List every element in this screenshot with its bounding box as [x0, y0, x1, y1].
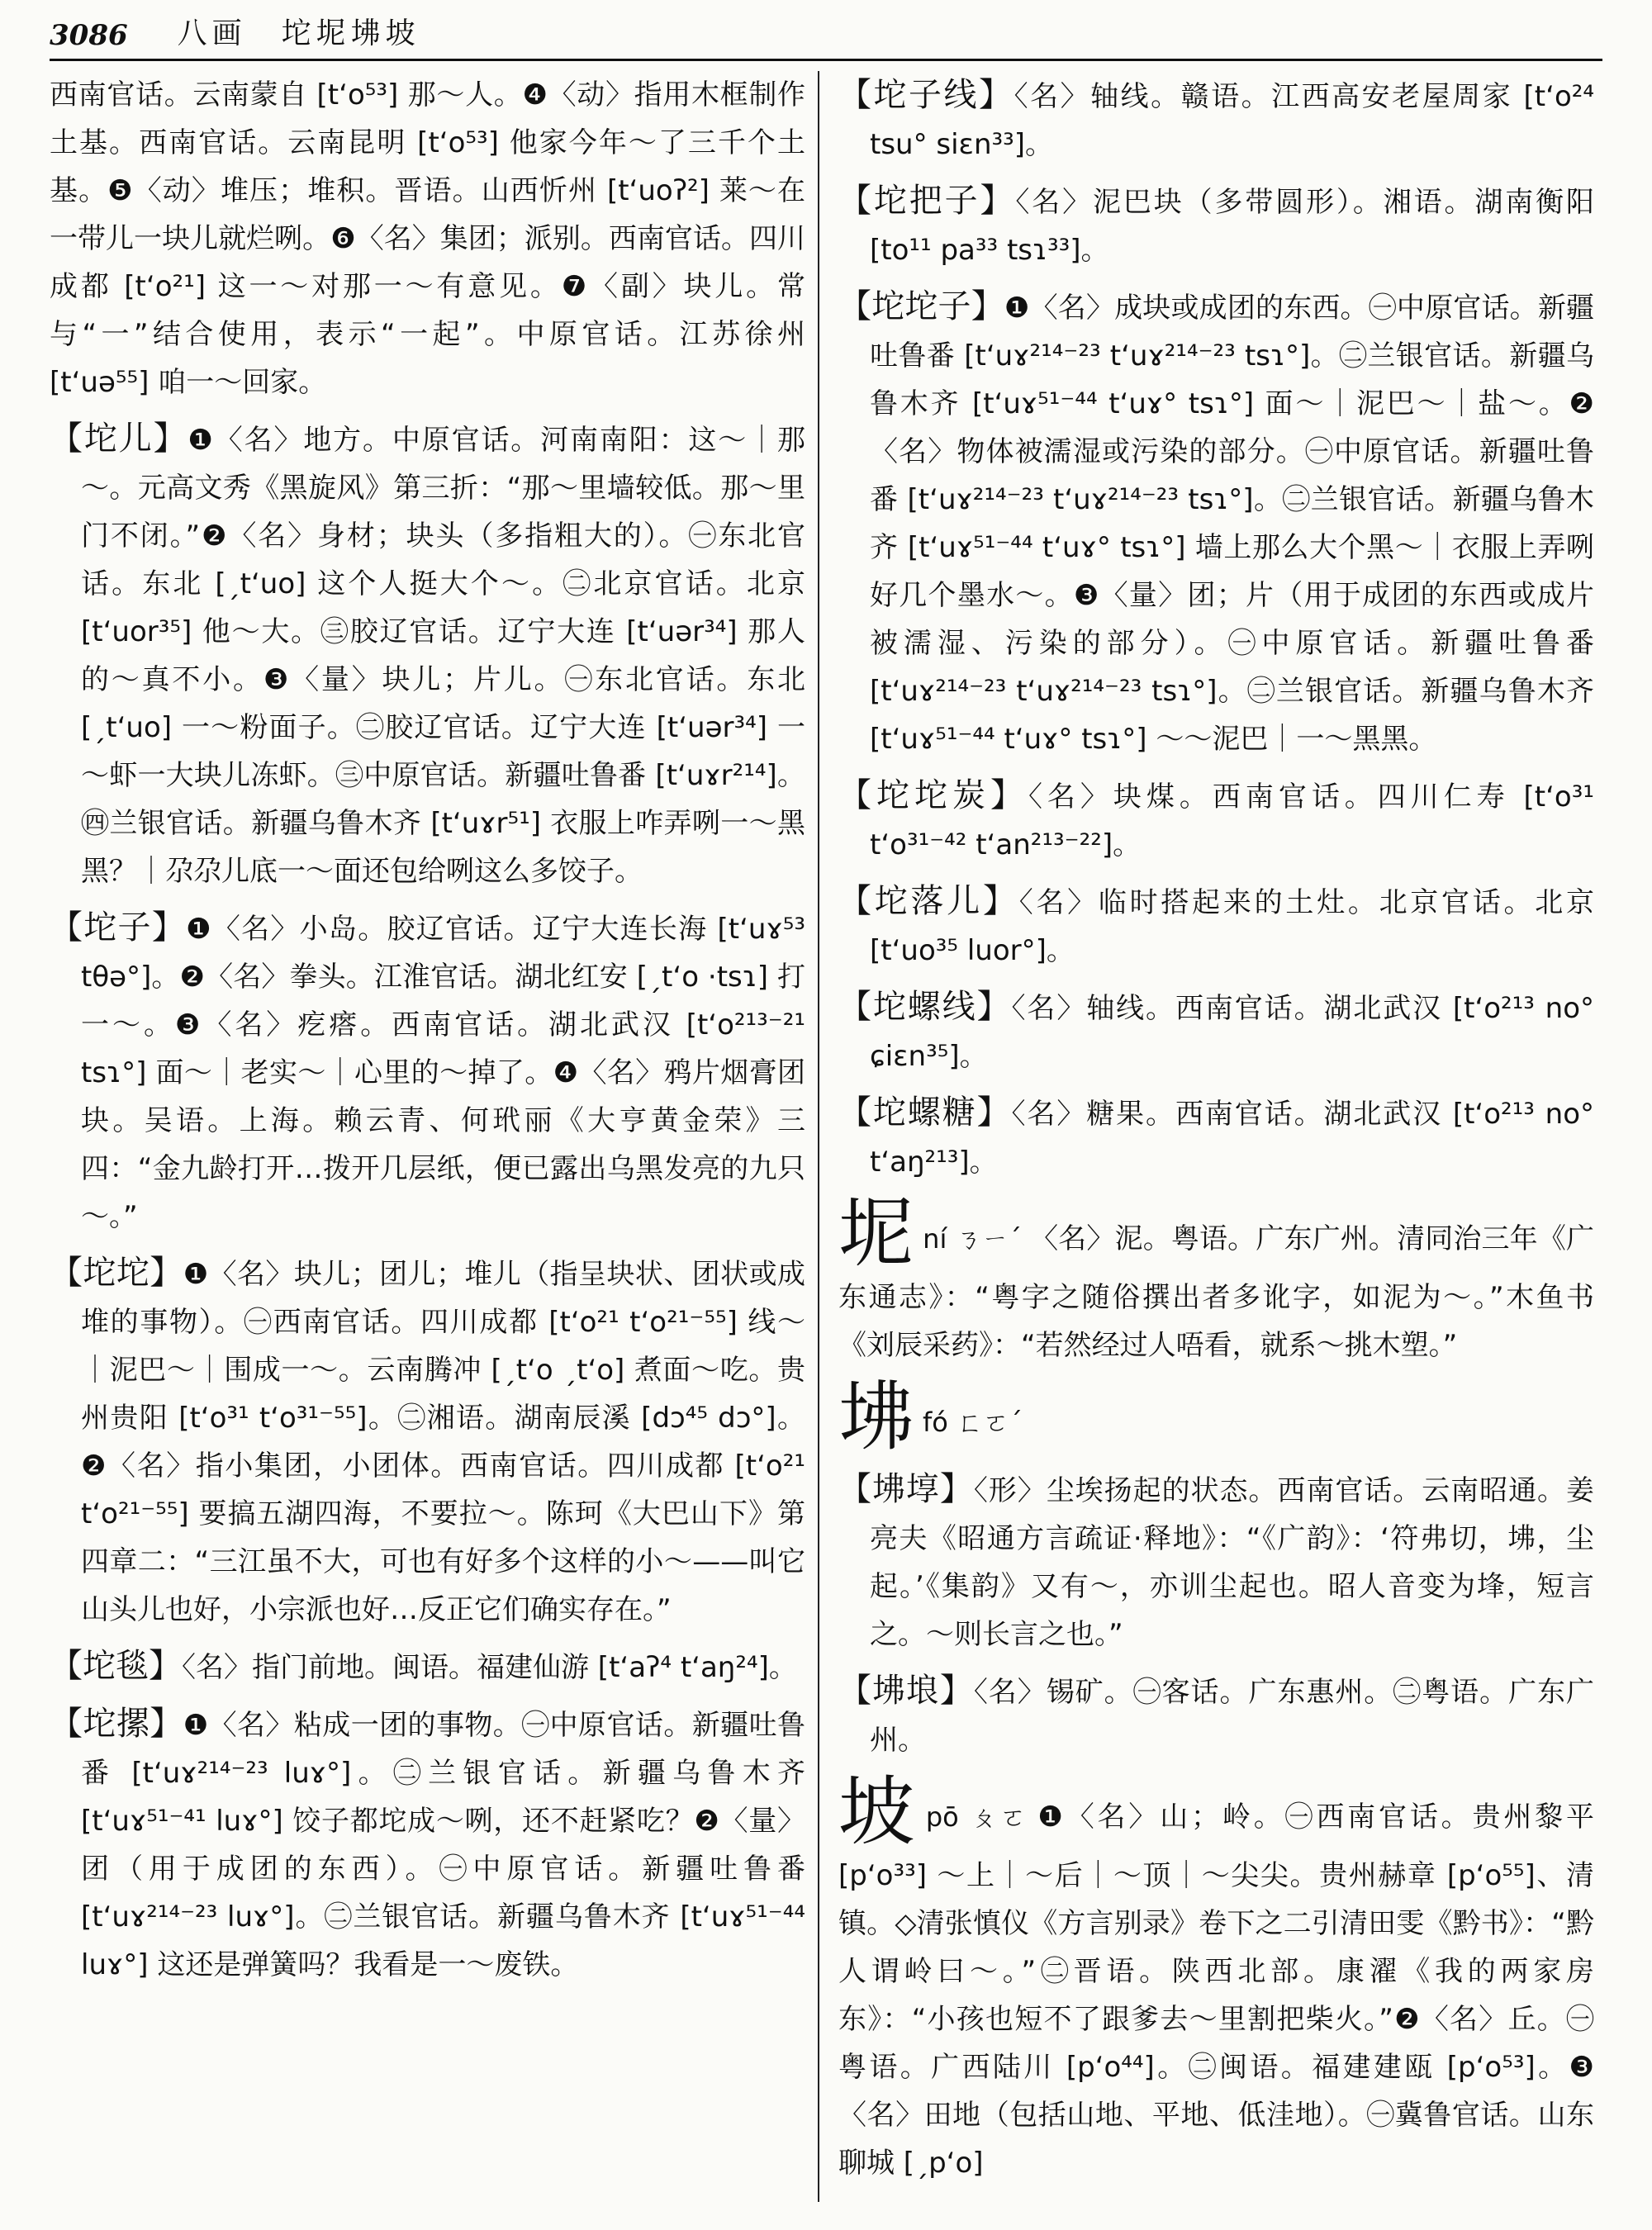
definition: 〈名〉糖果。西南官话。湖北武汉 [t‘o²¹³ no° t‘aŋ²¹³]。: [870, 1098, 1594, 1179]
head-character: 坡: [838, 1767, 918, 1856]
pronunciation: ní ㄋㄧˊ: [923, 1223, 1023, 1255]
char-po: [838, 1767, 1594, 2187]
definition: ❶〈名〉粘成一团的事物。㊀中原官话。新疆吐鲁番 [t‘uɤ²¹⁴⁻²³ luɤ°]。㊁兰银官话。新疆乌鲁木齐 [t‘uɤ⁵¹⁻⁴¹ luɤ°] 饺子都坨成～咧，还不赶紧吃？❷〈量〉团（用于成团的东西）。㊀中原官话。新疆吐鲁番 [t‘uɤ²¹⁴⁻²³ luɤ°]。㊁兰银官话。新疆乌鲁木齐 [t‘uɤ⁵¹⁻⁴⁴ luɤ°] 这还是弹簧吗？我看是一～废铁。: [81, 1709, 805, 1981]
page-number: 3086: [50, 19, 128, 52]
definition: 〈名〉指门前地。闽语。福建仙游 [t‘aʔ⁴ t‘aŋ²⁴]。: [182, 1651, 797, 1684]
head-character: 坲: [838, 1373, 915, 1461]
definition: 〈名〉轴线。赣语。江西高安老屋周家 [t‘o²⁴ tsu° siɛn³³]。: [870, 80, 1594, 161]
left-column: [50, 71, 805, 2210]
entry-cont-1: [50, 71, 805, 406]
definition: 〈名〉块煤。西南官话。四川仁寿 [t‘o³¹ t‘o³¹⁻⁴² t‘an²¹³⁻²²]。: [870, 780, 1594, 861]
entry-tuoer: [50, 415, 805, 895]
definition: 〈形〉尘埃扬起的状态。西南官话。云南昭通。姜亮夫《昭通方言疏证·释地》：“《广韵》：‘符弗切，坲，尘起。’《集韵》又有～，亦训尘起也。昭人音变为埄，短言之。～则长言之也。”: [870, 1474, 1594, 1651]
headword: 【坨坨】: [50, 1254, 183, 1292]
headword: 【坨儿】: [50, 420, 188, 458]
entry-tuozixian: [838, 71, 1594, 168]
definition: 西南官话。云南蒙自 [t‘o⁵³] 那～人。❹〈动〉指用木框制作土基。西南官话。云南昆明 [t‘o⁵³] 他家今年～了三千个土基。❺〈动〉堆压；堆积。晋语。山西忻州 [t‘uoʔ²] 莱～在一带儿一块儿就烂咧。❻〈名〉集团；派别。西南官话。四川成都 [t‘o²¹] 这一～对那一～有意见。❼〈副〉块儿。常与“一”结合使用，表示“一起”。中原官话。江苏徐州 [t‘uə⁵⁵] 咱一～回家。: [50, 78, 805, 399]
entry-tuotuozi: [838, 282, 1594, 763]
char-ni: [838, 1189, 1594, 1369]
headword: 【坨螺糖】: [838, 1094, 1012, 1132]
headword: 【坲埌】: [838, 1672, 974, 1710]
definition: 〈名〉临时搭起来的土灶。北京官话。北京 [t‘uo³⁵ luor°]。: [870, 886, 1594, 967]
char-fo: [838, 1373, 1594, 1461]
definition: ❶〈名〉成块或成团的东西。㊀中原官话。新疆吐鲁番 [t‘uɤ²¹⁴⁻²³ t‘uɤ²¹⁴⁻²³ tsɿ°]。㊁兰银官话。新疆乌鲁木齐 [t‘uɤ⁵¹⁻⁴⁴ t‘uɤ° tsɿ°] 面～｜泥巴～｜盐～。❷〈名〉物体被濡湿或污染的部分。㊀中原官话。新疆吐鲁番 [t‘uɤ²¹⁴⁻²³ t‘uɤ²¹⁴⁻²³ tsɿ°]。㊁兰银官话。新疆乌鲁木齐 [t‘uɤ⁵¹⁻⁴⁴ t‘uɤ° tsɿ°] 墙上那么大个黑～｜衣服上弄咧好几个墨水～。❸〈量〉团；片（用于成团的东西或成片被濡湿、污染的部分）。㊀中原官话。新疆吐鲁番 [t‘uɤ²¹⁴⁻²³ t‘uɤ²¹⁴⁻²³ tsɿ°]。㊁兰银官话。新疆乌鲁木齐 [t‘uɤ⁵¹⁻⁴⁴ t‘uɤ° tsɿ°] ～～泥巴｜一～黑黑。: [870, 292, 1594, 756]
definition: ❶〈名〉块儿；团儿；堆儿（指呈块状、团状或成堆的事物）。㊀西南官话。四川成都 [t‘o²¹ t‘o²¹⁻⁵⁵] 线～｜泥巴～｜围成一～。云南腾冲 [ˏt‘o ˏt‘o] 煮面～吃。贵州贵阳 [t‘o³¹ t‘o³¹⁻⁵⁵]。㊁湘语。湖南辰溪 [dɔ⁴⁵ dɔ°]。❷〈名〉指小集团，小团体。西南官话。四川成都 [t‘o²¹ t‘o²¹⁻⁵⁵] 要搞五湖四海，不要拉～。陈珂《大巴山下》第四章二：“三江虽不大，可也有好多个这样的小～——叫它山头儿也好，小宗派也好…反正它们确实存在。”: [81, 1258, 805, 1626]
entry-tuotuo: [50, 1249, 805, 1634]
headword: 【坨把子】: [838, 182, 1016, 220]
headword: 【坨螺线】: [838, 988, 1012, 1026]
entry-tuobazi: [838, 177, 1594, 274]
definition: ❶〈名〉地方。中原官话。河南南阳：这～｜那～。元高文秀《黑旋风》第三折：“那～里墙较低。那～里门不闭。”❷〈名〉身材；块头（多指粗大的）。㊀东北官话。东北 [ˏt‘uo] 这个人挺大个～。㊁北京官话。北京 [t‘uor³⁵] 他～大。㊂胶辽官话。辽宁大连 [t‘uər³⁴] 那人的～真不小。❸〈量〉块儿；片儿。㊀东北官话。东北 [ˏt‘uo] 一～粉面子。㊁胶辽官话。辽宁大连 [t‘uər³⁴] 一～虾一大块儿冻虾。㊂中原官话。新疆吐鲁番 [t‘uɤr²¹⁴]。㊃兰银官话。新疆乌鲁木齐 [t‘uɤr⁵¹] 衣服上咋弄咧一～黑黑？｜尕尕儿底一～面还包给咧这么多饺子。: [81, 424, 805, 888]
definition: 〈名〉锡矿。㊀客话。广东惠州。㊁粤语。广东广州。: [870, 1676, 1594, 1757]
headword: 【坨子】: [50, 909, 187, 947]
headword: 【坨毯】: [50, 1647, 182, 1685]
page-header: [50, 7, 1602, 61]
entry-tuoluotang: [838, 1089, 1594, 1186]
definition: 〈名〉泥。粤语。广东广州。清同治三年《广东通志》：“粤字之随俗撰出者多讹字，如泥为～。”木鱼书《刘辰采药》：“若然经过人唔看，就系～挑木塑。”: [838, 1222, 1594, 1362]
headword: 【坨坨子】: [838, 287, 1004, 325]
entry-tuoluoxian: [838, 983, 1594, 1080]
entry-tuozi: [50, 904, 805, 1241]
running-title: 八画 坨坭坲坡: [177, 17, 420, 50]
headword: 【坨坨炭】: [838, 776, 1028, 814]
right-column: [838, 71, 1594, 2210]
definition: ❶〈名〉山；岭。㊀西南官话。贵州黎平 [p‘o³³] ～上｜～后｜～顶｜～尖尖。贵州赫章 [p‘o⁵⁵]、清镇。◇清张慎仪《方言别录》卷下之二引清田雯《黔书》：“黔人谓岭曰～。”㊁晋语。陕西北部。康濯《我的两家房东》：“小孩也短不了跟爹去～里割把柴火。”❷〈名〉丘。㊀粤语。广西陆川 [p‘o⁴⁴]。㊁闽语。福建建瓯 [p‘o⁵³]。❸〈名〉田地（包括山地、平地、低洼地）。㊀冀鲁官话。山东聊城 [ˏp‘o]: [838, 1801, 1594, 2180]
column-divider: [818, 71, 819, 2202]
definition: ❶〈名〉小岛。胶辽官话。辽宁大连长海 [t‘uɤ⁵³ tθə°]。❷〈名〉拳头。江淮官话。湖北红安 [ˏt‘o ·tsɿ] 打一～。❸〈名〉疙瘩。西南官话。湖北武汉 [t‘o²¹³⁻²¹ tsɿ°] 面～｜老实～｜心里的～掉了。❹〈名〉鸦片烟膏团块。吴语。上海。赖云青、何玳丽《大亨黄金荣》三四：“金九龄打开…拨开几层纸，便已露出乌黑发亮的九只～。”: [81, 913, 805, 1233]
pronunciation: fó ㄈㄛˊ: [923, 1407, 1023, 1438]
pronunciation: pō ㄆㄛ: [925, 1801, 1030, 1833]
definition: 〈名〉轴线。西南官话。湖北武汉 [t‘o²¹³ no° ɕiɛn³⁵]。: [870, 992, 1594, 1073]
entry-tuoluo: [50, 1700, 805, 1989]
headword: 【坨子线】: [838, 76, 1014, 114]
headword: 【坨落儿】: [838, 882, 1019, 920]
entry-fobo: [838, 1465, 1594, 1658]
entry-tuotuotan: [838, 771, 1594, 869]
entry-tuotan: [50, 1642, 805, 1691]
definition: 〈名〉泥巴块（多带圆形）。湘语。湖南衡阳 [to¹¹ pa³³ tsɿ³³]。: [870, 186, 1594, 267]
headword: 【坨摞】: [50, 1705, 183, 1743]
head-character: 坭: [838, 1189, 915, 1278]
headword: 【坲埻】: [838, 1470, 974, 1508]
entry-tuolaoer: [838, 877, 1594, 975]
entry-folang: [838, 1667, 1594, 1764]
